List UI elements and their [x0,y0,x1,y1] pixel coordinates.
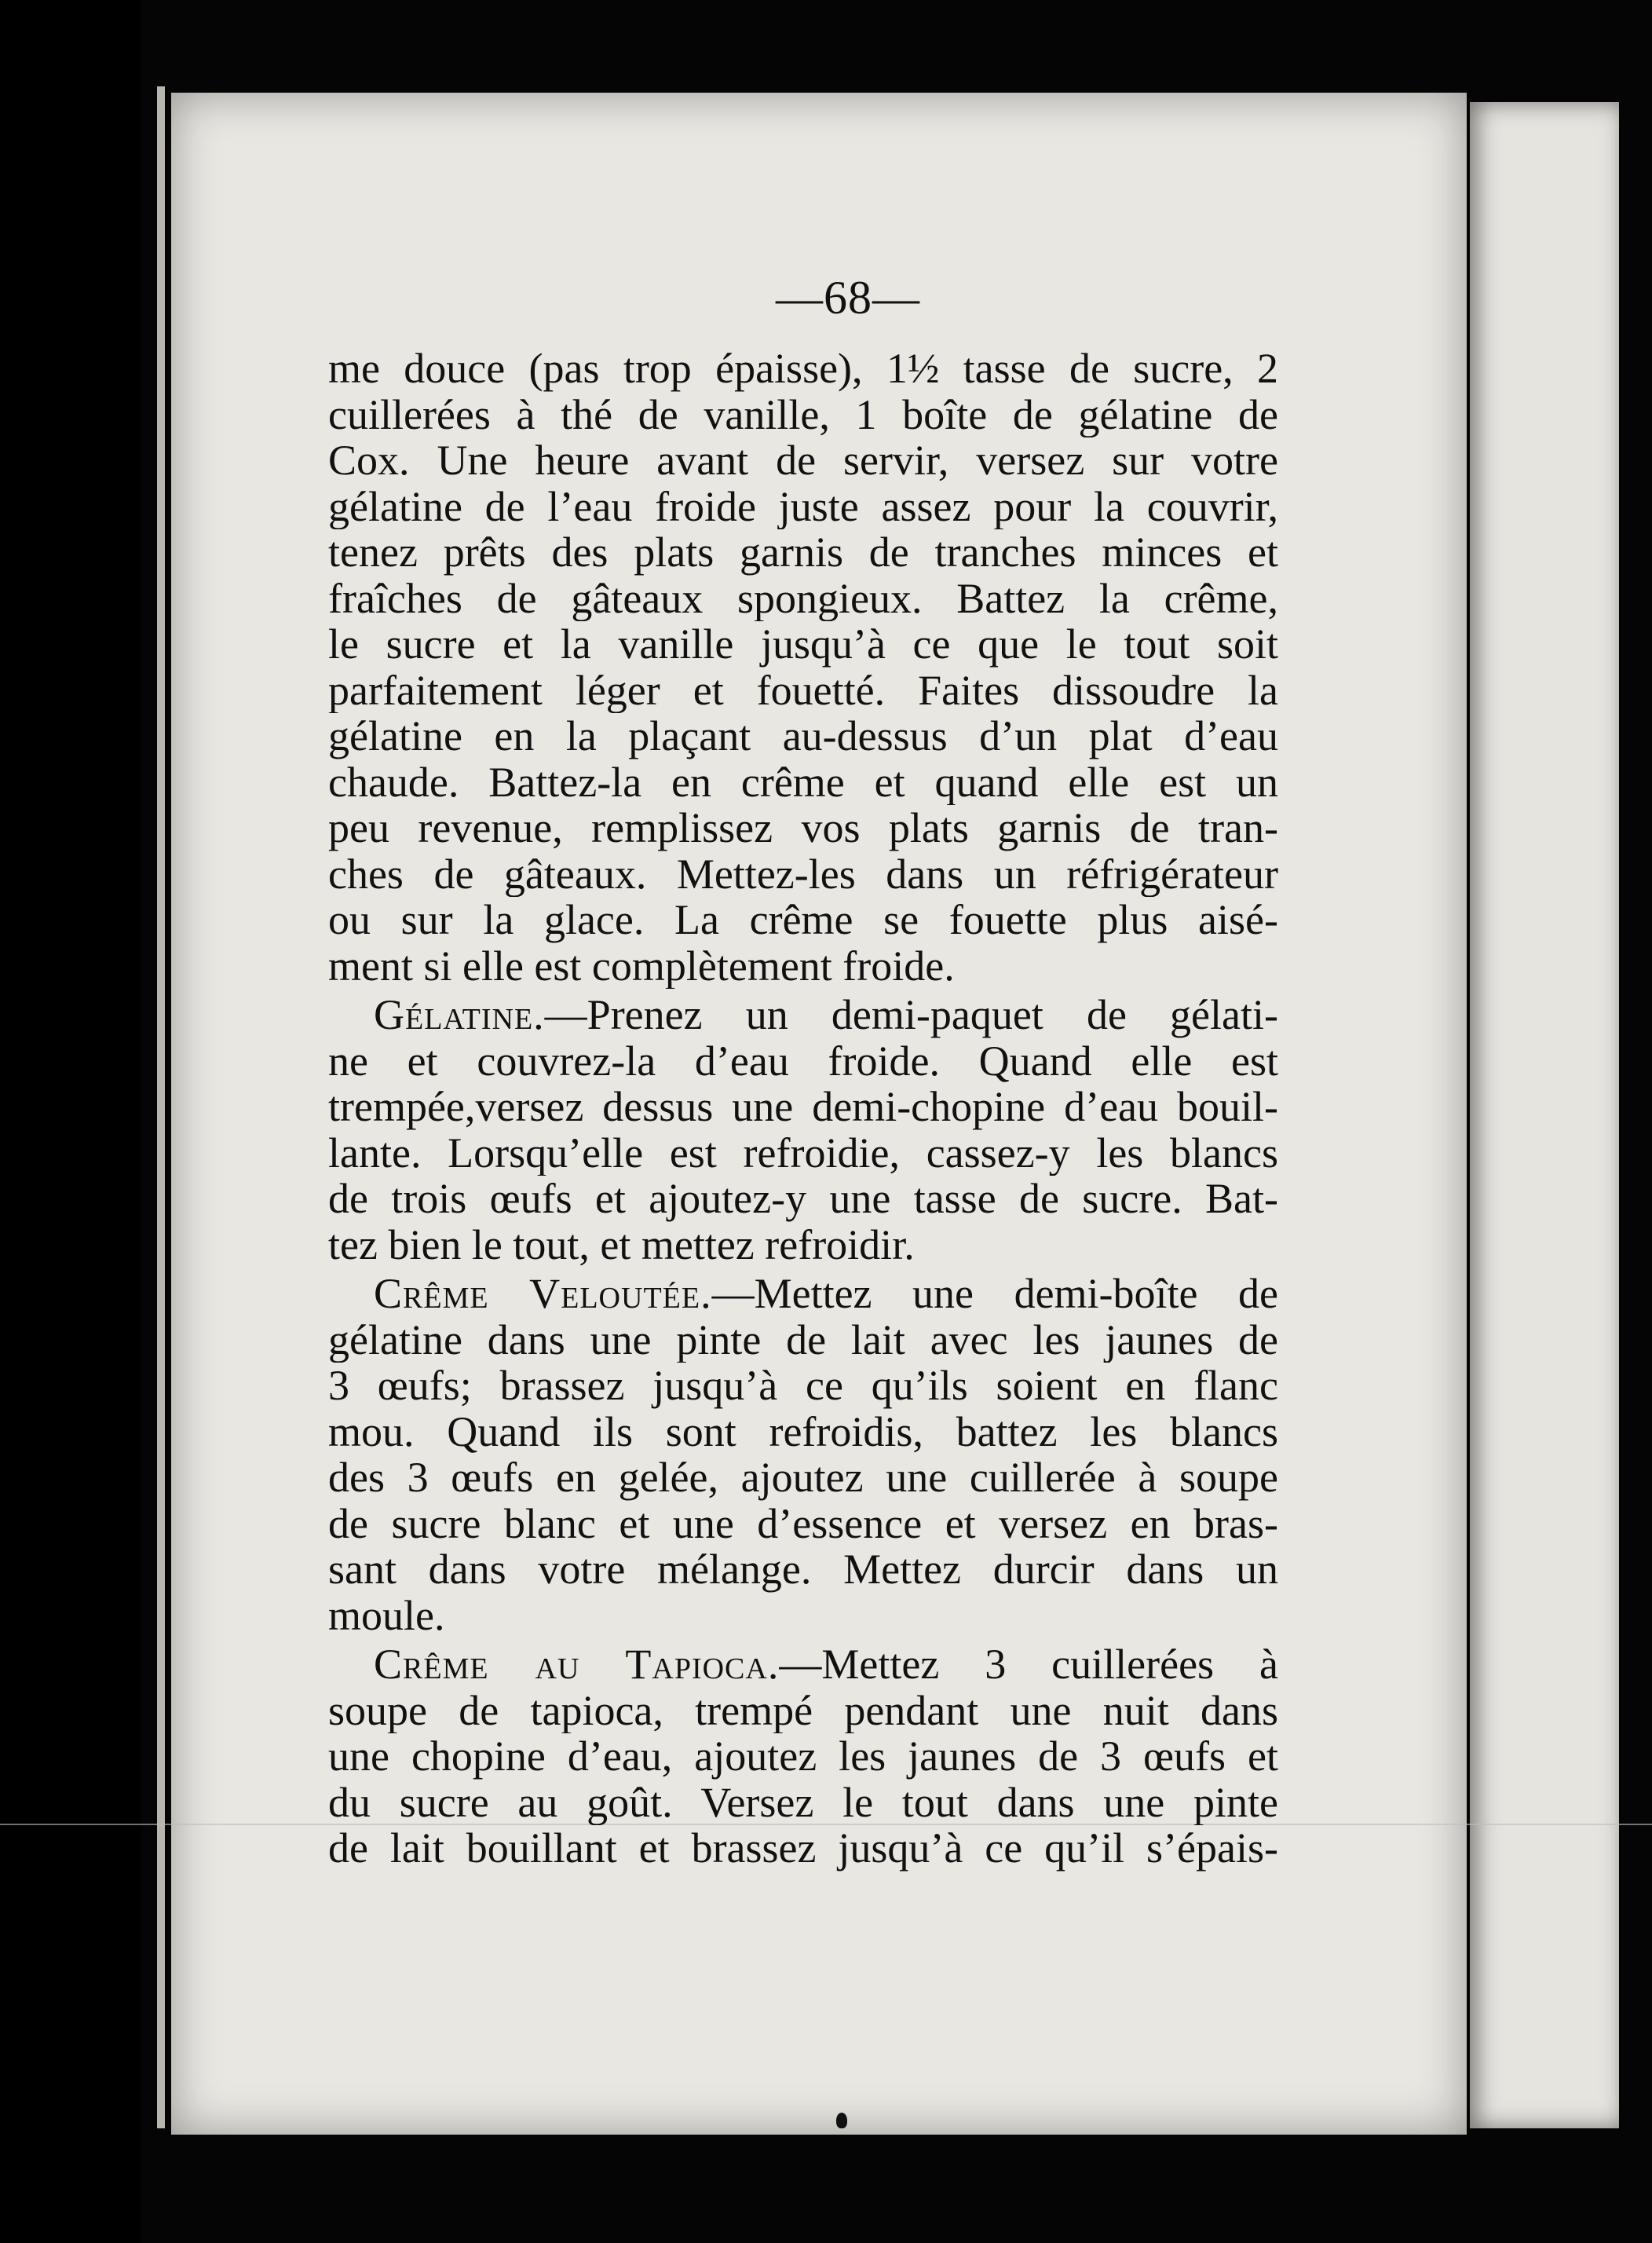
text-line: parfaitement léger et fouetté. Faites dissoudre la [328,667,1278,713]
text-line: ne et couvrez-la d’eau froide. Quand elle est [328,1037,1278,1084]
text-line: ou sur la glace. La crême se fouette plus aisé- [328,897,1278,943]
book-spine-edge [157,86,165,2128]
text-line: ment si elle est complètement froide. [328,942,955,989]
text-line: mou. Quand ils sont refroidis, battez les blancs [328,1408,1278,1454]
ink-blot-mark [836,2113,847,2128]
text-line: sant dans votre mélange. Mettez durcir dans un [328,1546,1278,1593]
recipe-heading: Crême Veloutée. [374,1271,712,1317]
text-line: cuillerées à thé de vanille, 1 boîte de gélatine de [328,391,1278,437]
text-line: me douce (pas trop épaisse), 1½ tasse de sucre, 2 [328,346,1278,392]
text-line-rest: —Mettez une demi-boîte de [711,1271,1278,1317]
text-line: de lait bouillant et brassez jusqu’à ce qu’il s’épais- [328,1825,1278,1872]
text-line: ches de gâteaux. Mettez-les dans un réfrigérateur [328,851,1278,897]
text-line: de trois œufs et ajoutez-y une tasse de sucre. Bat- [328,1176,1278,1222]
scan-left-border [0,0,141,2243]
text-line: 3 œufs; brassez jusqu’à ce qu’ils soient en flanc [328,1363,1278,1409]
text-line [328,992,1278,1038]
recipe-heading: Crême au Tapioca. [374,1641,780,1688]
text-line-rest: —Prenez un demi-paquet de gélati- [544,992,1278,1038]
text-line: trempée,versez dessus une demi-chopine d’eau bouil- [328,1084,1278,1130]
page-number: —68— [776,272,920,324]
paragraph-creme-veloutee [328,1271,1278,1638]
paragraph-cream-continuation [328,346,1278,989]
text-line [328,1271,1278,1317]
text-line: lante. Lorsqu’elle est refroidie, cassez-y les blancs [328,1129,1278,1176]
text-line: gélatine en la plaçant au-dessus d’un plat d’eau [328,713,1278,759]
text-line: gélatine dans une pinte de lait avec les jaunes de [328,1316,1278,1363]
text-line-rest: —Mettez 3 cuillerées à [779,1641,1278,1688]
text-line: chaude. Battez-la en crême et quand elle est un [328,759,1278,805]
text-line: des 3 œufs en gelée, ajoutez une cuillerée à soupe [328,1454,1278,1501]
text-line: de sucre blanc et une d’essence et versez en bras- [328,1500,1278,1546]
text-line: gélatine de l’eau froide juste assez pour la couvrir, [328,483,1278,529]
recipe-heading: Gélatine. [374,992,545,1038]
text-line: moule. [328,1592,445,1638]
paragraph-gelatine [328,992,1278,1268]
text-line: le sucre et la vanille jusqu’à ce que le tout soit [328,621,1278,668]
text-line: tenez prêts des plats garnis de tranches minces et [328,529,1278,576]
text-line: soupe de tapioca, trempé pendant une nuit dans [328,1687,1278,1733]
text-line: fraîches de gâteaux spongieux. Battez la crême, [328,575,1278,621]
text-line: une chopine d’eau, ajoutez les jaunes de 3 œufs et [328,1733,1278,1780]
text-line: du sucre au goût. Versez le tout dans une pinte [328,1779,1278,1825]
text-line [328,1641,1278,1688]
page-text [328,346,1278,1875]
text-line: tez bien le tout, et mettez refroidir. [328,1221,915,1268]
paragraph-creme-au-tapioca [328,1641,1278,1872]
text-line: Cox. Une heure avant de servir, versez sur votre [328,437,1278,484]
text-line: peu revenue, remplissez vos plats garnis de tran- [328,805,1278,851]
